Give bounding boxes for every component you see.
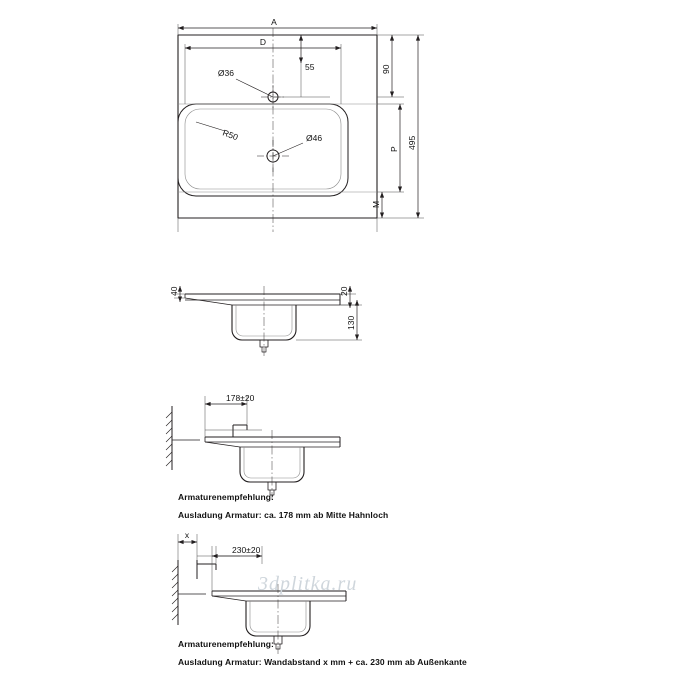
top-view-dimension-lines — [178, 28, 418, 218]
dim-waste-diameter: Ø46 — [306, 133, 323, 143]
tap-recommendation-1-title: Armaturenempfehlung: — [178, 492, 274, 502]
dim-inner-depth: P — [389, 146, 399, 152]
tap-recommendation-2-title: Armaturenempfehlung: — [178, 639, 274, 649]
dim-front-band: M — [371, 200, 381, 208]
dim-inner-width: D — [259, 37, 267, 47]
dim-wall-projection: 230±20 — [232, 545, 261, 555]
tap-recommendation-1-text: Ausladung Armatur: ca. 178 mm ab Mitte Hahnloch — [178, 510, 389, 520]
dim-rim-thickness: 20 — [339, 286, 349, 296]
watermark: 3dplitka.ru — [258, 573, 358, 595]
dim-tap-hole-to-edge: 55 — [305, 62, 315, 72]
top-view-geometry — [178, 28, 377, 232]
dim-tap-projection: 178±20 — [226, 393, 255, 403]
wall-distance-extension-lines — [178, 534, 262, 591]
dim-wall-distance: x — [184, 530, 190, 540]
dim-waste-from-rear: 90 — [381, 64, 391, 74]
dim-bowl-depth: 130 — [346, 315, 356, 330]
dim-rim-height: 40 — [169, 286, 179, 296]
dim-overall-depth: 495 — [407, 135, 417, 150]
section-view-geometry — [185, 286, 340, 356]
dim-tap-hole-diameter: Ø36 — [217, 68, 234, 78]
tap-projection-geometry — [166, 406, 340, 500]
dim-overall-width: A — [271, 17, 277, 27]
tap-recommendation-2-text: Ausladung Armatur: Wandabstand x mm + ca. 230 mm ab Außenkante — [178, 657, 467, 667]
dim-corner-radius: R50 — [221, 127, 240, 143]
